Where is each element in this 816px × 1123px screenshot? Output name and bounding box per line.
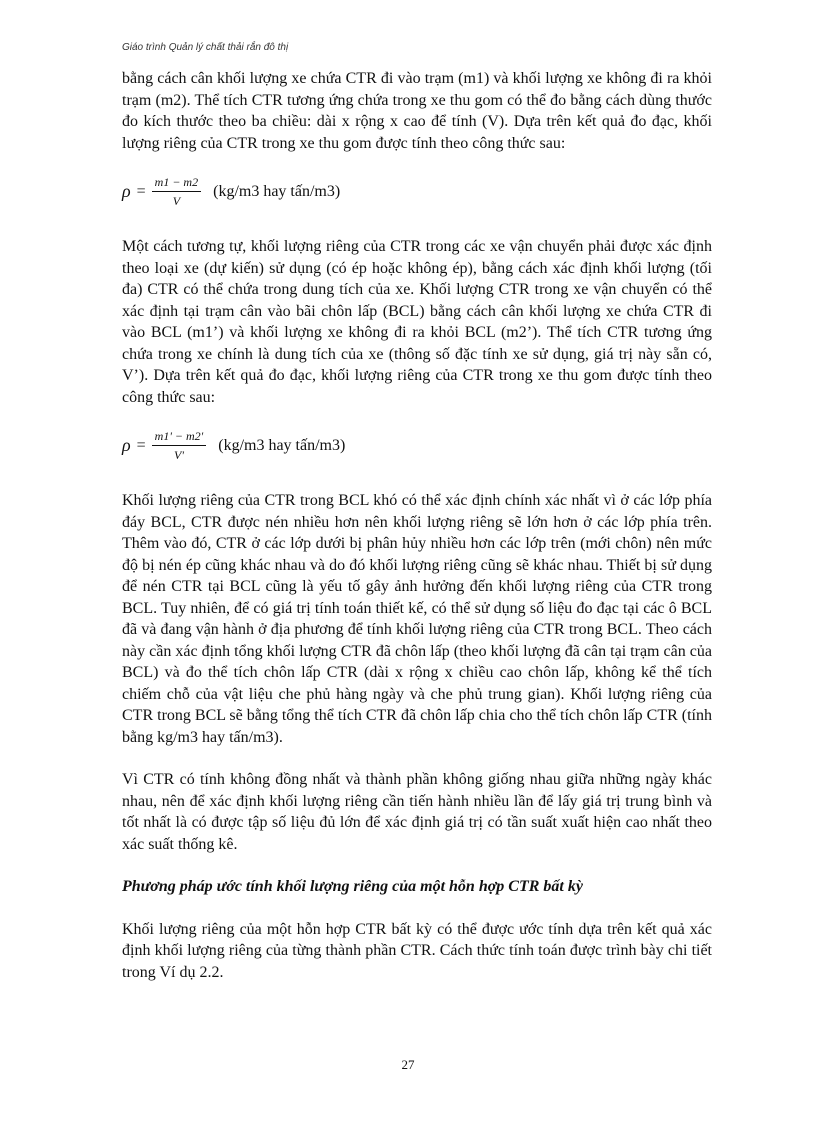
paragraph-2: Một cách tương tự, khối lượng riêng của CTR trong các xe vận chuyển phải được xác định theo loại xe (dự kiến) sử dụng (có ép hoặc không ép), bằng cách xác định khối lượng (tối đa) CTR có thể chứa trong dung tích của xe. Khối lượng CTR trong xe vận chuyển có thể xác định tại trạm cân vào bãi chôn lấp (BCL) bằng cách cân khối lượng xe chứa CTR đi vào BCL (m1’) và khối lượng xe không đi ra khỏi BCL (m2’). Thể tích CTR tương ứng chứa trong xe chính là dung tích của xe (thông số đặc tính xe sử dụng, giá trị này sẵn có, V’). Dựa trên kết quả đo đạc, khối lượng riêng của CTR trong xe thu gom được tính theo công thức sau:	[122, 238, 712, 406]
formula-1-denominator: V	[172, 194, 181, 208]
formula-1-unit: (kg/m3 hay tấn/m3)	[213, 182, 341, 200]
formula-2-fraction	[152, 429, 207, 462]
formula-2-numerator: m1' − m2'	[152, 429, 207, 446]
formula-1-numerator: m1 − m2	[152, 175, 201, 192]
formula-2-equals: =	[136, 436, 146, 454]
section-heading: Phương pháp ước tính khối lượng riêng của một hỗn hợp CTR bất kỳ	[122, 878, 583, 895]
paragraph-5: Khối lượng riêng của một hỗn hợp CTR bất kỳ có thể được ước tính dựa trên kết quả xác định khối lượng riêng của từng thành phần CTR. Cách thức tính toán được trình bày chi tiết trong Ví dụ 2.2.	[122, 920, 712, 981]
page-content	[122, 68, 712, 1004]
formula-1-lhs: ρ	[122, 180, 131, 201]
page-number: 27	[401, 1057, 415, 1072]
formula-2-lhs: ρ	[122, 434, 131, 455]
formula-1	[122, 175, 712, 208]
paragraph-1: bằng cách cân khối lượng xe chứa CTR đi vào trạm (m1) và khối lượng xe không đi ra khỏi trạm (m2). Thể tích CTR tương ứng chứa trong xe thu gom có thể đo bằng cách dùng thước đo kích thước theo ba chiều: dài x rộng x cao để tính (V). Dựa trên kết quả đo đạc, khối lượng riêng của CTR trong xe thu gom được tính theo công thức sau:	[122, 70, 712, 152]
paragraph-3: Khối lượng riêng của CTR trong BCL khó có thể xác định chính xác nhất vì ở các lớp phía đáy BCL, CTR được nén nhiều hơn nên khối lượng riêng sẽ lớn hơn ở các lớp phía trên. Thêm vào đó, CTR ở các lớp dưới bị phân hủy nhiều hơn các lớp trên (mới chôn) nên mức độ bị nén ép cũng khác nhau và do đó khối lượng riêng cũng sẽ khác nhau. Thiết bị sử dụng để nén CTR tại BCL cũng là yếu tố gây ảnh hưởng đến khối lượng riêng của CTR trong BCL. Tuy nhiên, để có giá trị tính toán thiết kế, có thể sử dụng số liệu đo đạc tại các ô BCL đã và đang vận hành ở địa phương để tính khối lượng riêng của CTR trong BCL. Theo cách này cần xác định tổng khối lượng CTR đã chôn lấp (theo khối lượng đã cân tại trạm cân của BCL) và đo thể tích chôn lấp CTR (dài x rộng x chiều cao chôn lấp, không kể thể tích chiếm chỗ của vật liệu che phủ hàng ngày và che phủ trung gian). Khối lượng riêng của CTR trong BCL sẽ bằng tổng thể tích CTR đã chôn lấp chia cho thể tích chôn lấp CTR (tính bằng kg/m3 hay tấn/m3).	[122, 492, 712, 746]
paragraph-4: Vì CTR có tính không đồng nhất và thành phần không giống nhau giữa những ngày khác nhau, nên để xác định khối lượng riêng cần tiến hành nhiều lần để lấy giá trị trung bình và tốt nhất là có được tập số liệu đủ lớn để xác định giá trị có tần suất xuất hiện cao nhất theo xác suất thống kê.	[122, 771, 712, 853]
formula-1-equals: =	[136, 182, 146, 200]
formula-2	[122, 429, 712, 462]
running-header: Giáo trình Quản lý chất thải rắn đô thị	[122, 42, 289, 53]
formula-2-denominator: V'	[174, 448, 184, 462]
formula-2-unit: (kg/m3 hay tấn/m3)	[218, 436, 346, 454]
formula-1-fraction	[152, 175, 201, 208]
